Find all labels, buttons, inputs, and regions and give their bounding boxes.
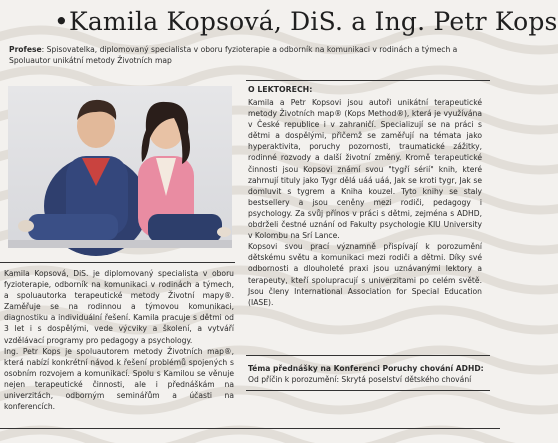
conference-box xyxy=(248,363,488,386)
authors-photo xyxy=(8,86,232,248)
conference-subtitle: Od příčin k porozumění: Skrytá poselství dětského chování xyxy=(248,375,472,385)
lektori-text xyxy=(248,97,482,308)
profession-line xyxy=(9,44,479,66)
divider-top-right xyxy=(246,80,490,81)
conference-title: Téma přednášky na Konferenci Poruchy chování ADHD: xyxy=(248,364,484,373)
lektori-paragraph-1: Kamila a Petr Kopsovi jsou autoři unikátní terapeutické metody Životních map® (Kops Method®), která je využívána v České republice i v zahraničí. Specializují se na práci s dětmi a dospělými, přičemž se zaměřují na témata jako hyperaktivita, poruchy pozornosti, traumatické zážitky, rodinné rozvody a další životní změny. Kromě terapeutické činnosti jsou Kopsovi známí svou "tygří sérií" knih, které zahrnují tituly jako Tygr dělá uáá uáá, Jak se kroti tygr, Jak se domluvit s tygrem a Kniha kouzel. Tyto knihy se staly bestsellery a jsou ceněny mezi rodiči, pedagogy i psychology. Za svůj přínos v práci s dětmi, zejména s ADHD, obdrželi čestné uznání od Fakulty psychologie KIU University v Kolombu na Srí Lance. xyxy=(248,98,482,241)
divider-mid-right xyxy=(246,355,490,356)
profession-text: : Spisovatelka, diplomovaný specialista v oboru fyzioterapie a odborník na komunikaci v rodinách a týmech a Spoluautor unikátní metody Životních map xyxy=(9,45,458,65)
page-title: •Kamila Kopsová, DiS. a Ing. Petr Kops xyxy=(54,7,558,36)
bio-text xyxy=(4,268,234,412)
bio-petr: Ing. Petr Kops je spoluautorem metody Životních map®, která nabízí konkrétní návod k řešení problémů spojených s osobním rozvojem a komunikací. Spolu s Kamilou se věnuje nejen terapeutické činnosti, ale i přednáškám na univerzitách, odborným seminářům a účasti na konferencích. xyxy=(4,346,234,412)
lektori-paragraph-2: Kopsovi svou prací významně přispívají k porozumění dětskému světu a komunikaci mezi rodiči a dětmi. Díky své odbornosti a dlouholeté praxi jsou uznávanými lektory a terapeuty, kteří spolupracují s univerzitami po celém světě. Jsou členy International Association for Special Education (IASE). xyxy=(248,242,482,307)
lektori-heading: O LEKTORECH: xyxy=(248,85,313,94)
profession-label: Profese xyxy=(9,45,42,54)
authors-photo-illustration xyxy=(8,86,232,248)
divider-bottom-right xyxy=(246,390,490,391)
divider-left xyxy=(0,262,235,263)
bio-kamila: Kamila Kopsová, DiS. je diplomovaný specialista v oboru fyzioterapie, odborník na komunikaci v rodinách a týmech, a spoluautorka terapeutické metody Životní mapy®. Zaměřuje se na rodinnou a týmovou komunikaci, diagnostiku a individuální řešení. Kamila pracuje s dětmi od 3 let i s dospělými, vede výcviky a školení, a vytváří vzdělávací programy pro pedagogy a psychology. xyxy=(4,269,234,345)
divider-bottom xyxy=(0,428,500,429)
